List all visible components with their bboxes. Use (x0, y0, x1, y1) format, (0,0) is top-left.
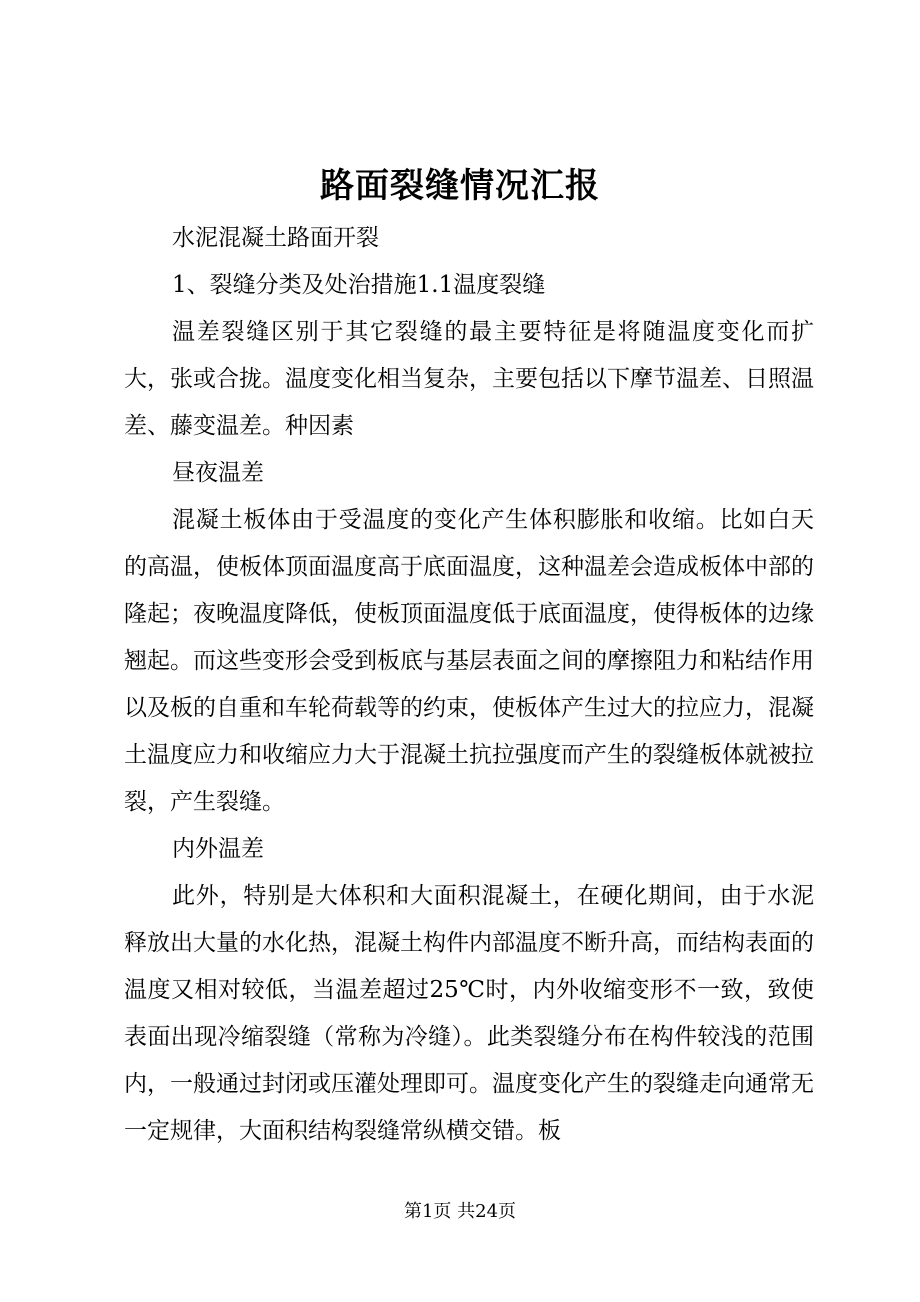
paragraph-day-night-body: 混凝土板体由于受温度的变化产生体积膨胀和收缩。比如白天的高温，使板体顶面温度高于底面温度，这种温差会造成板体中部的隆起；夜晚温度降低，使板顶面温度低于底面温度，使得板体的边缘翘起。而这些变形会受到板底与基层表面之间的摩擦阻力和粘结作用以及板的自重和车轮荷载等的约束，使板体产生过大的拉应力，混凝土温度应力和收缩应力大于混凝土抗拉强度而产生的裂缝板体就被拉裂，产生裂缝。 (124, 507, 814, 815)
paragraph-inner-outer-heading: 内外温差 (172, 836, 264, 862)
page-number-footer: 第1页 共24页 (403, 1201, 517, 1222)
paragraph-section-heading: 1、裂缝分类及处治措施1.1温度裂缝 (172, 272, 546, 298)
document-body (124, 215, 814, 1155)
paragraph-day-night-heading: 昼夜温差 (172, 460, 264, 486)
paragraph-temperature-cracks: 温差裂缝区别于其它裂缝的最主要特征是将随温度变化而扩大，张或合拢。温度变化相当复杂，主要包括以下摩节温差、日照温差、藤变温差。种因素 (124, 319, 814, 439)
document-title: 路面裂缝情况汇报 (320, 166, 600, 206)
paragraph-inner-outer-body: 此外，特别是大体积和大面积混凝土，在硬化期间，由于水泥释放出大量的水化热，混凝土构件内部温度不断升高，而结构表面的温度又相对较低，当温差超过25℃时，内外收缩变形不一致，致使表面出现冷缩裂缝（常称为冷缝）。此类裂缝分布在构件较浅的范围内，一般通过封闭或压灌处理即可。温度变化产生的裂缝走向通常无一定规律，大面积结构裂缝常纵横交错。板 (124, 883, 814, 1144)
paragraph-subtitle: 水泥混凝土路面开裂 (172, 225, 379, 251)
